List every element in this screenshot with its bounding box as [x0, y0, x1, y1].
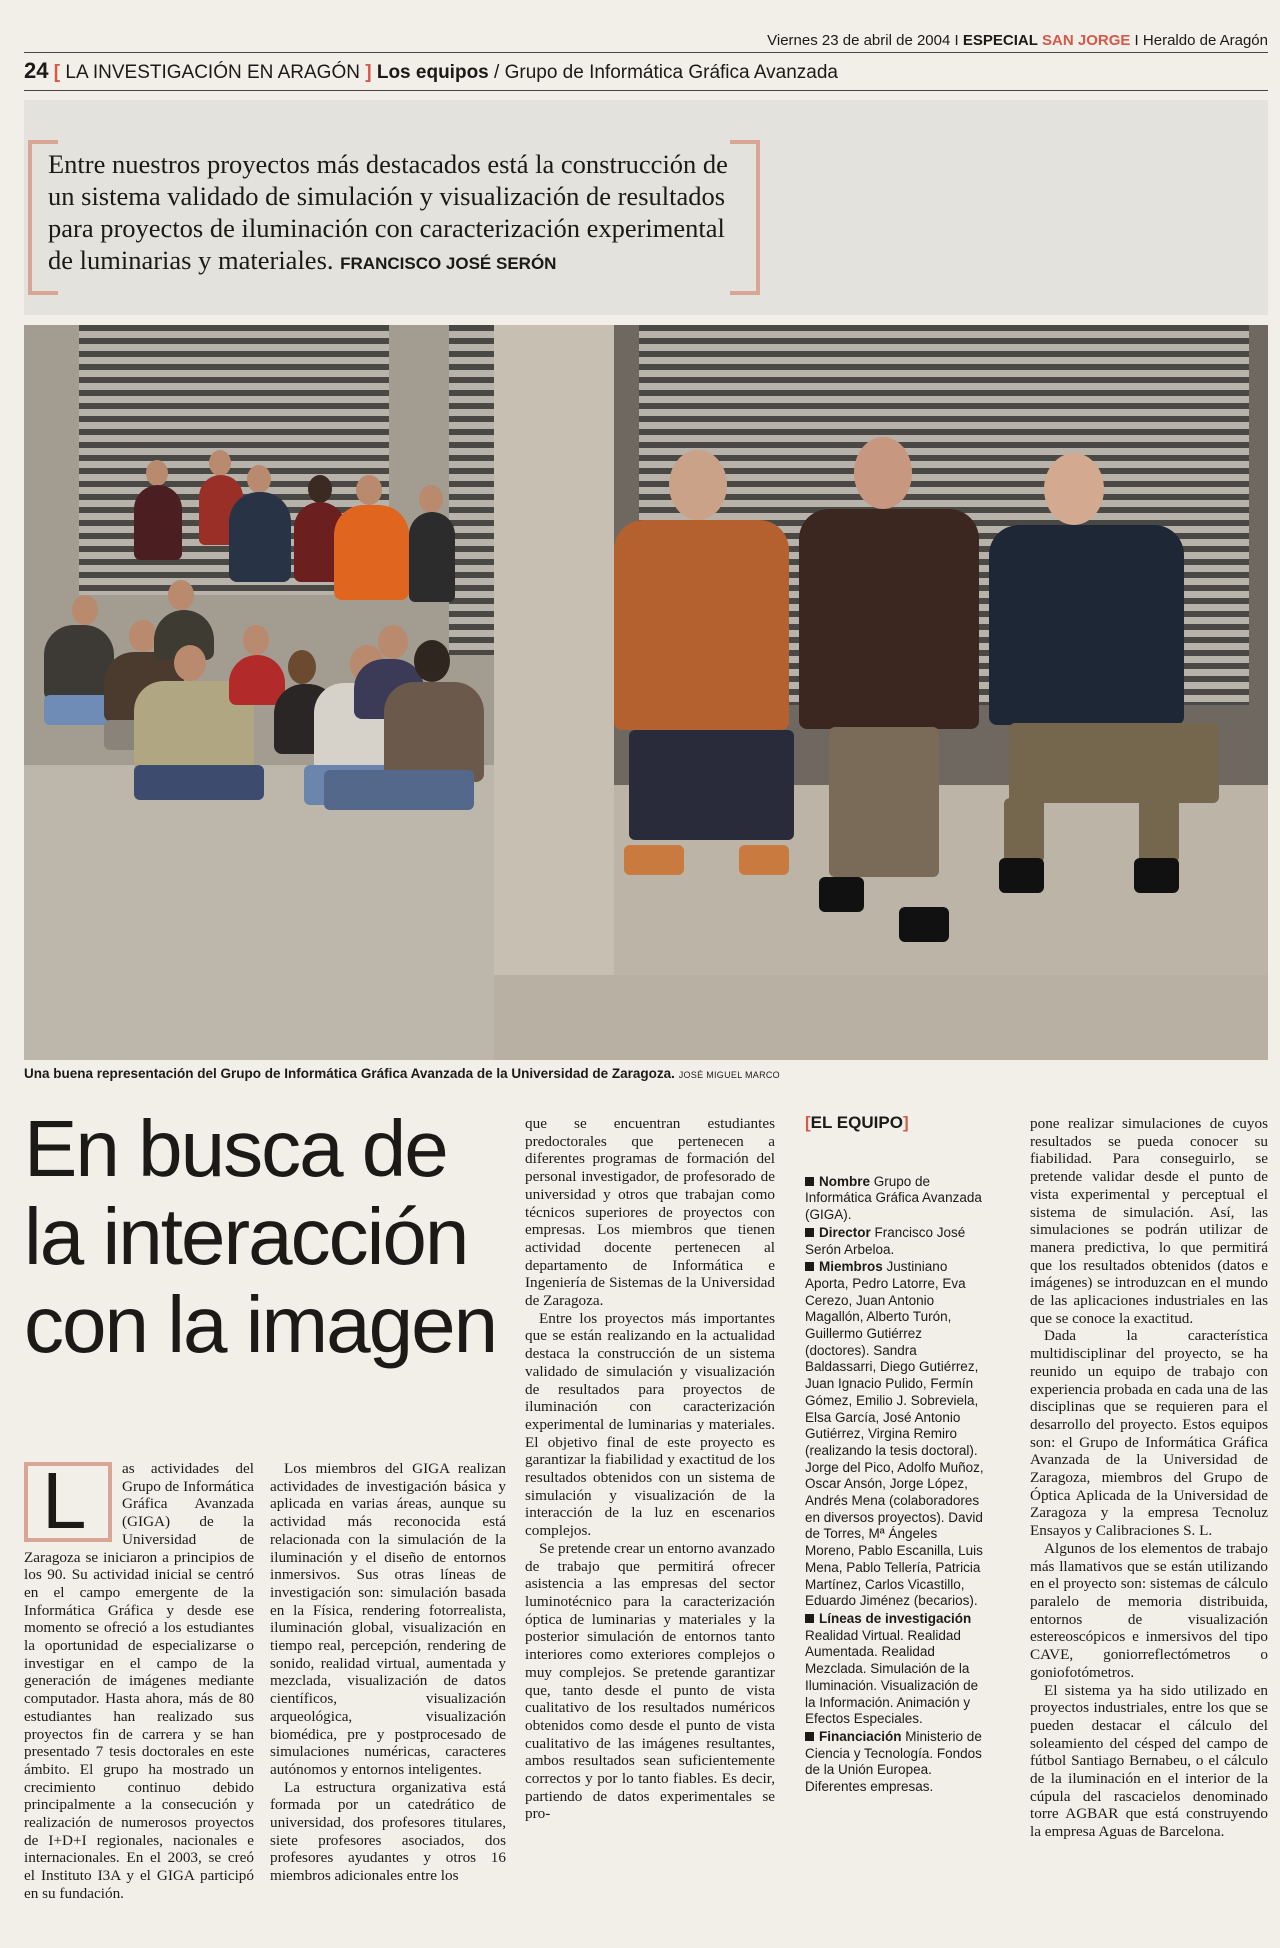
top-rule: [24, 52, 1268, 53]
quote-body: Entre nuestros proyectos más destacados está la construcción de un sistema validado de simulación y visualización de resultados para proyectos de iluminación con caracterización experimental de luminarias y materiales.: [48, 149, 728, 275]
team-photo: [24, 325, 1268, 1060]
headline: En busca de la interacción con la imagen: [24, 1104, 497, 1369]
special-name: SAN JORGE: [1042, 32, 1131, 49]
team-item-label: Financiación: [819, 1728, 902, 1744]
article-column-5: [1030, 1115, 1268, 1841]
photo-credit: JOSÉ MIGUEL MARCO: [678, 1070, 780, 1080]
team-item-nombre: [805, 1174, 985, 1224]
subsection-title: Los equipos: [376, 62, 489, 83]
paragraph: Algunos de los elementos de trabajo más llamativos que se están utilizando en el proyecto son: sistemas de cálculo paralelo de memoria distribuida, entornos de visualización estereoscópicos e inmersivos del tipo CAVE, goniorreflectómetros o goniofotómetros.: [1030, 1539, 1268, 1681]
team-heading-text: EL EQUIPO: [810, 1113, 903, 1132]
paragraph: Dada la característica multidisciplinar del proyecto, se ha reunido un equipo de trabajo con experiencia probada en cada una de las disciplinas que se requieren para el desarrollo del proyecto. Estos equipos son: el Grupo de Informática Gráfica Avanzada de la Universidad de Zaragoza, miembros del Grupo de Óptica Aplicada de la Universidad de Zaragoza y la empresa Tecnoluz Ensayos y Calibraciones S. L.: [1030, 1327, 1268, 1540]
team-sidebar: [805, 1115, 985, 1797]
drop-cap: [24, 1456, 112, 1545]
paragraph: Los miembros del GIGA realizan actividades de investigación básica y aplicada en varias áreas, aunque su actividad más reconocida está relacionada con la simulación de la iluminación y el diseño de entornos inmersivos. Sus otras líneas de investigación son: simulación basada en la Física, rendering fotorrealista, iluminación global, visualización en tiempo real, percepción, rendering de sonido, realidad virtual, aumentada y mezclada, visualización de datos científicos, visualización arqueológica, visualización biomédica, pre y postprocesado de simulaciones numéricas, caracteres autónomos y entornos inteligentes.: [270, 1460, 506, 1778]
team-item-label: Nombre: [819, 1173, 871, 1189]
page-number: 24: [24, 58, 49, 83]
team-item-value: Grupo de Informática Gráfica Avanzada (GIGA).: [805, 1173, 982, 1223]
article-column-1: [24, 1456, 254, 1903]
team-heading: [EL EQUIPO]: [805, 1113, 909, 1132]
drop-cap-letter: L: [42, 1456, 87, 1545]
team-item-value: Justiniano Aporta, Pedro Latorre, Eva Cerezo, Juan Antonio Magallón, Alberto Turón, Guillermo Gutiérrez (doctores). Sandra Baldassarri, Diego Gutiérrez, Juan Ignacio Pulido, Fermín Gómez, Emilio J. Sobreviela, Elsa García, José Antonio Gutiérrez, Virgina Remiro (realizando la tesis doctoral). Jorge del Pico, Adolfo Muñoz, Oscar Ansón, Jorge López, Andrés Mena (colaboradores en diversos proyectos). David de Torres, Mª Ángeles Moreno, Pablo Escanilla, Luis Mena, Pablo Tellería, Patricia Martínez, Carlos Vicastillo, Eduardo Jiménez (becarios).: [805, 1259, 984, 1609]
team-item-director: [805, 1225, 985, 1258]
article-column-2: [270, 1460, 506, 1885]
date: Viernes 23 de abril de 2004: [767, 32, 951, 49]
pull-quote: [48, 148, 748, 280]
paragraph: La estructura organizativa está formada por un catedrático de universidad, dos profesores titulares, siete profesores asociados, dos profesores ayudantes y otros 16 miembros adicionales entre los: [270, 1778, 506, 1885]
paper-name: Heraldo de Aragón: [1142, 32, 1268, 49]
team-item-value: Ministerio de Ciencia y Tecnología. Fondos de la Unión Europea. Diferentes empresas.: [805, 1728, 982, 1795]
team-item-financiacion: [805, 1729, 985, 1796]
team-item-lineas: [805, 1611, 985, 1728]
paragraph: El sistema ya ha sido utilizado en proyectos industriales, entre los que se pueden destacar el cálculo del soleamiento del césped del campo de fútbol Santiago Bernabeu, o el cálculo de la iluminación en el interior de la cúpula del rascacielos denominado torre AGBAR que está construyendo la empresa Aguas de Barcelona.: [1030, 1681, 1268, 1841]
photo-caption: [24, 1066, 780, 1081]
section-rule: [24, 90, 1268, 91]
article-column-3: [525, 1115, 775, 1823]
special-prefix: ESPECIAL: [962, 32, 1038, 49]
paragraph: Se pretende crear un entorno avanzado de trabajo que permitirá ofrecer asistencia a las empresas del sector luminotécnico para la caracterización óptica de luminarias y materiales y la posterior simulación de entornos tanto interiores como exteriores complejos o muy complejos. Se pretende garantizar que, tanto desde el punto de vista cualitativo de los resultados numéricos obtenidos como desde el punto de vista cualitativo de las imágenes resultantes, ambos resultados sean suficientemente correctos y por lo tanto fiables. Es decir, partiendo de datos experimentales se pro-: [525, 1539, 775, 1823]
paragraph: as actividades del Grupo de Informática Gráfica Avanzada (GIGA) de la Universidad de Zaragoza se iniciaron a principios de los 90. Su actividad inicial se centró en el campo emergente de la Informática Gráfica y desde ese momento se ofreció a los estudiantes la oportunidad de especializarse o investigar en el campo de la generación de imágenes mediante computador. Hasta ahora, más de 80 estudiantes han realizado sus proyectos fin de carrera y se han presentado 7 tesis doctorales en este ámbito. El grupo ha mostrado un crecimiento continuo debido principalmente a la consecución y realización de numerosos proyectos de I+D+I regionales, nacionales e internacionales. En el 2003, se creó el Instituto I3A y el GIGA participó en su fundación.: [24, 1460, 254, 1902]
team-item-label: Miembros: [819, 1259, 883, 1275]
team-item-label: Director: [819, 1224, 871, 1240]
team-item-value: Realidad Virtual. Realidad Aumentada. Realidad Mezclada. Simulación de la Iluminación. Visualización de la Información. Animación y Efectos Especiales.: [805, 1627, 979, 1727]
quote-author: FRANCISCO JOSÉ SERÓN: [340, 254, 557, 273]
paragraph: Entre los proyectos más importantes que se están realizando en la actualidad destaca la construcción de un sistema validado de simulación y visualización de resultados para proyectos de iluminación con caracterización experimental de luminarias y materiales. El objetivo final de este proyecto es garantizar la fiabilidad y exactitud de los resultados obtenidos con un sistema de simulación y visualización de la interacción de la luz en escenarios complejos.: [525, 1309, 775, 1540]
section-title: LA INVESTIGACIÓN EN ARAGÓN: [65, 62, 360, 83]
caption-text: Una buena representación del Grupo de Informática Gráfica Avanzada de la Universidad de Zaragoza.: [24, 1066, 675, 1081]
paragraph: pone realizar simulaciones de cuyos resultados se pueda conocer su fiabilidad. Para conseguirlo, se pretende validar desde el punto de vista experimental y perceptual el sistema de simulación. Así, las simulaciones se podrán utilizar de manera predictiva, lo que permitirá que los resultados obtenidos (datos e imágenes) se introduzcan en el mundo de las aplicaciones industriales en las que se conoce la exactitud.: [1030, 1115, 1268, 1327]
team-item-miembros: [805, 1259, 985, 1610]
left-blinds-narrow: [449, 325, 494, 655]
topic-title: / Grupo de Informática Gráfica Avanzada: [494, 62, 838, 83]
right-ground: [494, 975, 1268, 1060]
team-item-value: Francisco José Serón Arbeloa.: [805, 1224, 966, 1257]
section-line: 24 [ LA INVESTIGACIÓN EN ARAGÓN ] Los equipos / Grupo de Informática Gráfica Avanzada: [24, 58, 838, 83]
pillar: [494, 325, 614, 975]
paragraph: que se encuentran estudiantes predoctorales que pertenecen a diferentes programas de formación del personal investigador, de profesorado de universidad y otros que trabajan como técnicos superiores de proyectos con empresas. Los miembros que tienen actividad docente pertenecen al departamento de Informática e Ingeniería de Sistemas de la Universidad de Zaragoza.: [525, 1115, 775, 1310]
team-item-label: Líneas de investigación: [819, 1610, 972, 1626]
header-dateline: Viernes 23 de abril de 2004 I ESPECIAL SAN JORGE I Heraldo de Aragón: [767, 32, 1268, 49]
